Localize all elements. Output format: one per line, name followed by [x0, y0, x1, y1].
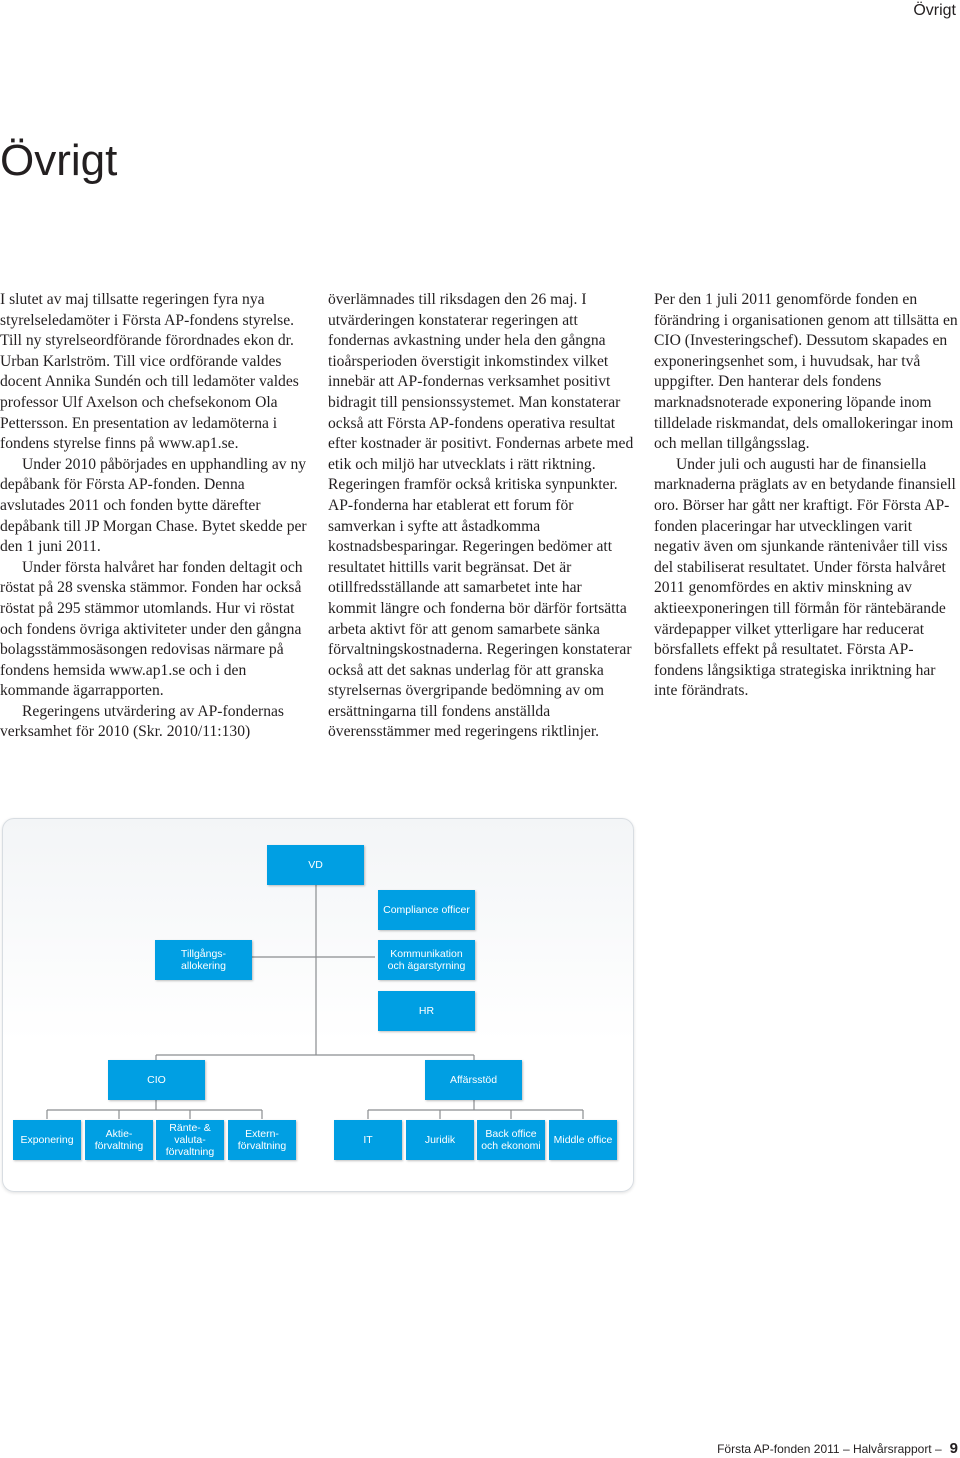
- paragraph: Regeringens utvärdering av AP-fondernas verksamhet för 2010 (Skr. 2010/11:130): [0, 702, 284, 741]
- org-box-cio: CIO: [108, 1060, 205, 1100]
- org-box-kommunikation: Kommunikation och ägarstyrning: [378, 940, 475, 980]
- org-box-compliance-officer: Compliance officer: [378, 890, 475, 930]
- org-box-back-office: Back office och ekonomi: [477, 1120, 545, 1160]
- org-box-vd: VD: [267, 845, 364, 885]
- org-box-middle-office: Middle office: [549, 1120, 617, 1160]
- org-box-tillgangsallokering: Tillgångs- allokering: [155, 940, 252, 980]
- paragraph: Under juli och augusti har de finansiella marknaderna präglats av en betydande finansiell oro. Börser har gått ner kraftigt. För Första AP-fonden placeringar har utvecklingen varit negativ även om sjunkande räntenivåer till viss del stabiliserat resultatet. Under första halvåret 2011 genomfördes en aktiv minskning av aktieexponeringen till förmån för räntebärande värdepapper vilket ytterligare har reducerat börsfallets effekt på resultatet. Första AP-fondens långsiktiga strategiska inriktning har inte förändrats.: [654, 455, 956, 700]
- org-box-externforvaltning: Extern- förvaltning: [228, 1120, 296, 1160]
- text-column-1: [0, 290, 308, 743]
- paragraph: I slutet av maj tillsatte regeringen fyra nya styrelseledamöter i Första AP-fondens styrelse. Till ny styrelseordförande förordnades ekon dr. Urban Karlström. Till vice ordförande valdes docent Annika Sundén och till ledamöter valdes professor Ulf Axelson och chefsekonom Ola Pettersson. En presentation av ledamöterna i fondens styrelse finns på www.ap1.se.: [0, 291, 299, 453]
- text-column-2: [328, 290, 634, 743]
- footer-publication: Första AP-fonden 2011 – Halvårsrapport –: [717, 1442, 942, 1456]
- org-box-rante-valutaforvaltning: Ränte- & valuta- förvaltning: [156, 1120, 224, 1160]
- org-box-juridik: Juridik: [406, 1120, 474, 1160]
- paragraph: Per den 1 juli 2011 genomförde fonden en förändring i organisationen genom att tillsätta en CIO (Investeringschef). Dessutom skapades en exponeringsenhet som, i huvudsak, har två uppgifter. Den hanterar dels fondens marknadsnoterade exponering löpande inom tilldelade riskmandat, dels omallokeringar inom och mellan tillgångsslag.: [654, 291, 958, 453]
- paragraph: överlämnades till riksdagen den 26 maj. I utvärderingen konstaterar regeringen att fondernas avkastning under hela den gångna tioårsperioden överstigit inkomstindex vilket innebär att AP-fondernas verksamhet positivt bidragit till pensionssystemet. Man konstaterar också att Första AP-fondens operativa resultat efter kostnader är positivt. Fondernas arbete med etik och miljö har utvecklats i rätt riktning. Regeringen framför också kritiska synpunkter. AP-fonderna har etablerat ett forum för samverkan i syfte att åstadkomma kostnadsbesparingar. Regeringen bedömer att resultatet hittills varit begränsat. Det är otillfredsställande att samarbetet inte har kommit längre och fonderna bör därför fortsätta arbeta aktivt för att genom samarbete sänka förvaltningskostnaderna. Regeringen konstaterar också att det saknas underlag för att granska styrelsernas övergripande bedömning av om ersättningarna till fondens anställda överensstämmer med regeringens riktlinjer.: [328, 291, 634, 741]
- page-title: Övrigt: [0, 136, 118, 185]
- org-box-affarsstod: Affärsstöd: [425, 1060, 522, 1100]
- org-box-hr: HR: [378, 991, 475, 1031]
- org-box-aktieforvaltning: Aktie- förvaltning: [85, 1120, 153, 1160]
- org-chart: [2, 818, 634, 1192]
- page-footer: [717, 1440, 958, 1457]
- page-number: 9: [949, 1440, 958, 1457]
- org-box-it: IT: [334, 1120, 402, 1160]
- text-column-3: [654, 290, 960, 702]
- section-header-label: Övrigt: [913, 2, 956, 19]
- org-box-exponering: Exponering: [13, 1120, 81, 1160]
- paragraph: Under första halvåret har fonden deltagit och röstat på 28 svenska stämmor. Fonden har också röstat på 295 stämmor utomlands. Hur vi röstat och fondens övriga aktiviteter under den gångna bolagsstämmosäsongen redovisas närmare på fondens hemsida www.ap1.se och i den kommande ägarrapporten.: [0, 558, 303, 700]
- paragraph: Under 2010 påbörjades en upphandling av ny depåbank för Första AP-fonden. Denna avslutades 2011 och fonden bytte därefter depåbank till JP Morgan Chase. Bytet skedde per den 1 juni 2011.: [0, 455, 307, 556]
